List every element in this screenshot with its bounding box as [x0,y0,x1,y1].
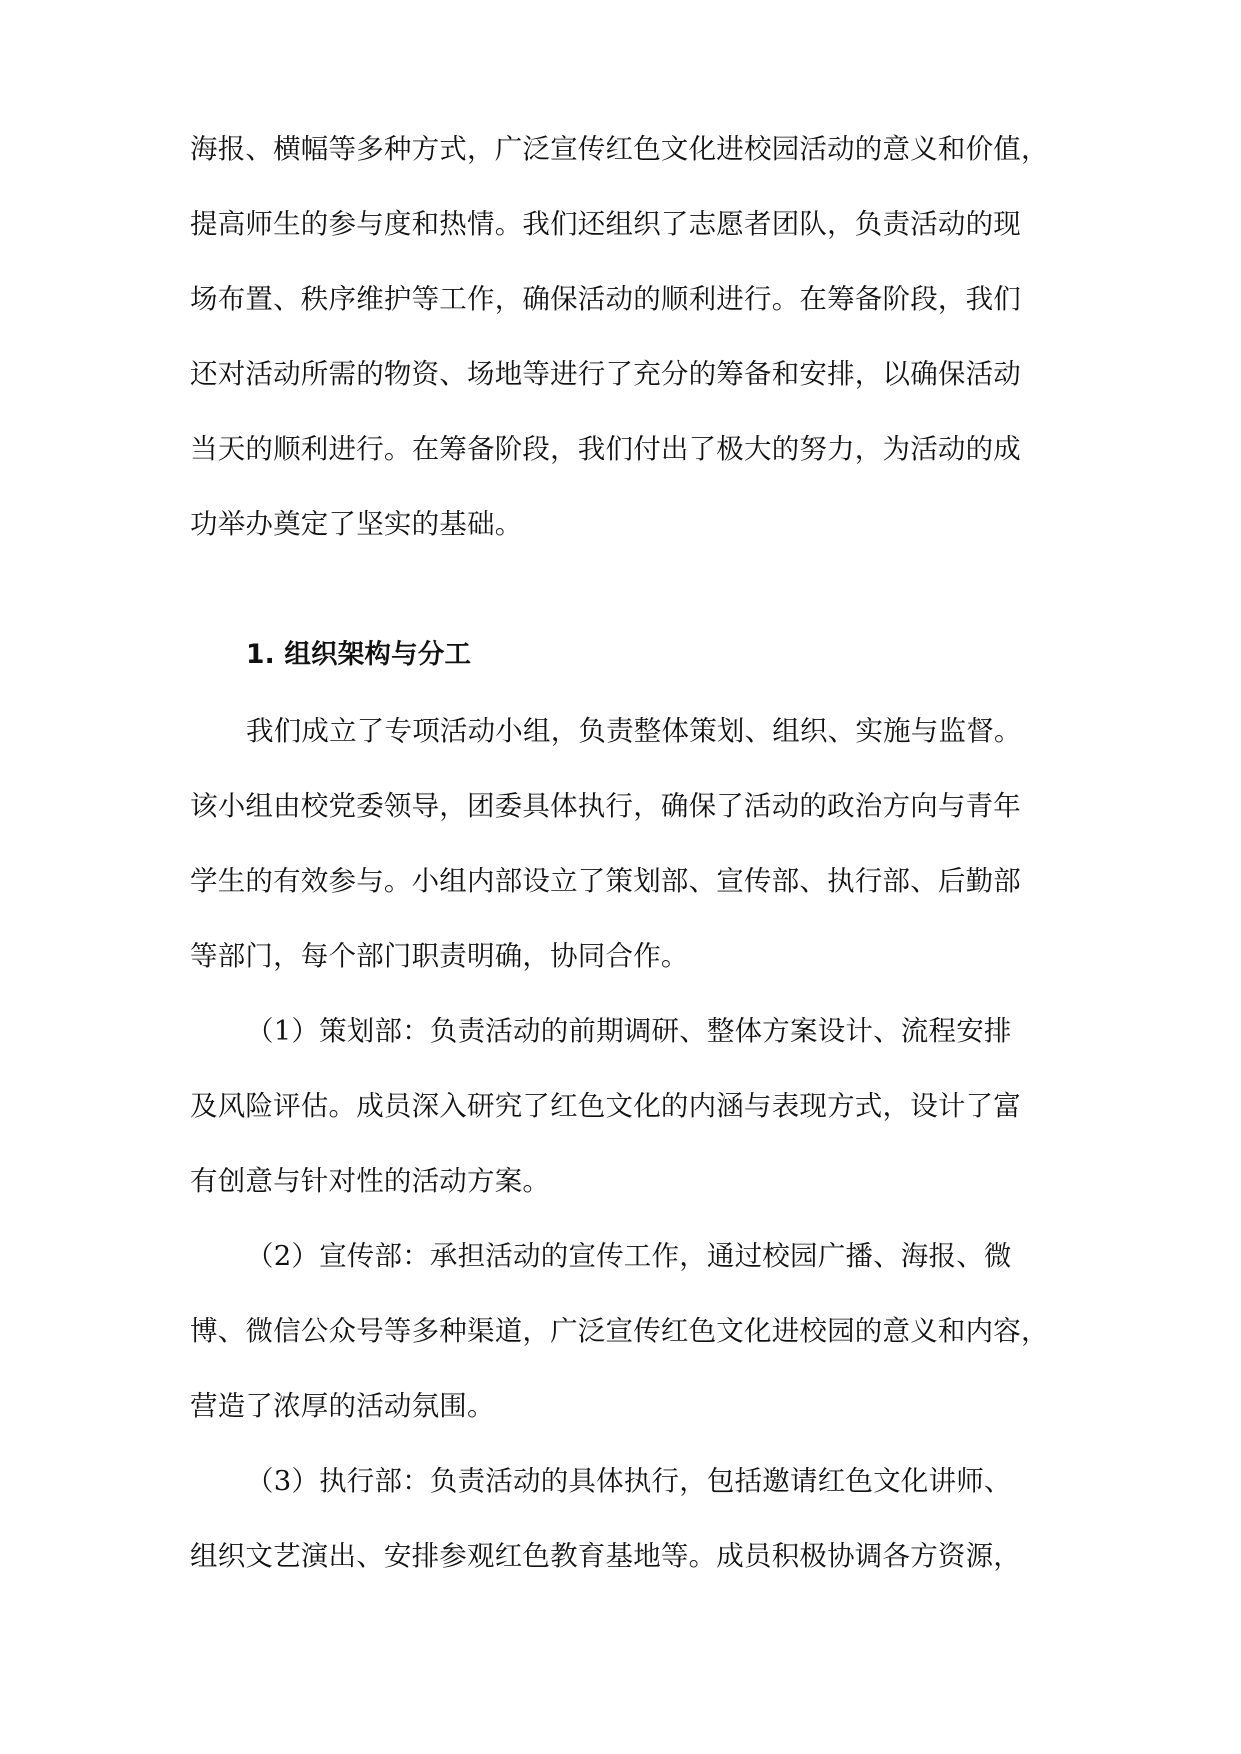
body-text-line: 当天的顺利进行。在筹备阶段，我们付出了极大的努力，为活动的成 [190,433,1021,465]
body-text-line: 及风险评估。成员深入研究了红色文化的内涵与表现方式，设计了富 [190,1090,1021,1122]
section-heading: 1. 组织架构与分工 [246,639,472,670]
paragraph-first-line: （1）策划部：负责活动的前期调研、整体方案设计、流程安排 [246,1015,1012,1047]
body-text-line: 等部门，每个部门职责明确，协同合作。 [190,940,689,972]
body-text-line: 博、微信公众号等多种渠道，广泛宣传红色文化进校园的意义和内容， [190,1315,1049,1347]
body-text-line: 学生的有效参与。小组内部设立了策划部、宣传部、执行部、后勤部 [190,865,1021,897]
body-text-line: 功举办奠定了坚实的基础。 [190,508,523,540]
paragraph-first-line: （2）宣传部：承担活动的宣传工作，通过校园广播、海报、微 [246,1240,1012,1272]
body-text-line: 组织文艺演出、安排参观红色教育基地等。成员积极协调各方资源， [190,1540,1021,1572]
body-text-line: 还对活动所需的物资、场地等进行了充分的筹备和安排，以确保活动 [190,358,1021,390]
paragraph-first-line: 我们成立了专项活动小组，负责整体策划、组织、实施与监督。 [246,715,1022,747]
body-text-line: 场布置、秩序维护等工作，确保活动的顺利进行。在筹备阶段，我们 [190,283,1021,315]
body-text-line: 提高师生的参与度和热情。我们还组织了志愿者团队，负责活动的现 [190,208,1021,240]
body-text-line: 营造了浓厚的活动氛围。 [190,1390,495,1422]
body-text-line: 海报、横幅等多种方式，广泛宣传红色文化进校园活动的意义和价值， [190,133,1049,165]
body-text-line: 该小组由校党委领导，团委具体执行，确保了活动的政治方向与青年 [190,790,1021,822]
paragraph-first-line: （3）执行部：负责活动的具体执行，包括邀请红色文化讲师、 [246,1465,1012,1497]
body-text-line: 有创意与针对性的活动方案。 [190,1165,551,1197]
